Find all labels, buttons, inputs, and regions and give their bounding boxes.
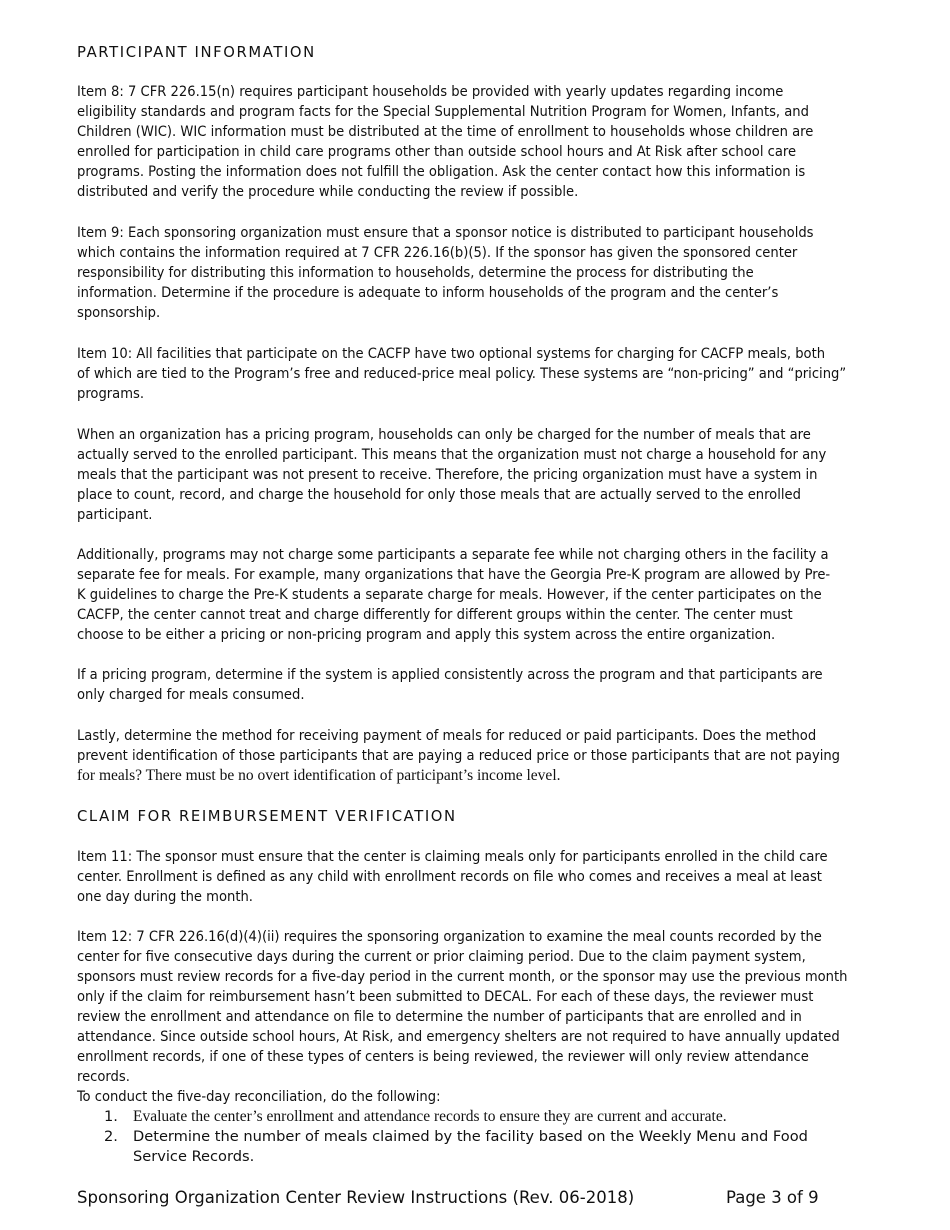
text-line: Item 11: The sponsor must ensure that the center is claiming meals only for participants enrolled in the child care (77, 848, 828, 865)
text-line: for meals? There must be no overt identification of participant’s income level. (77, 767, 561, 784)
list-item-text: Evaluate the center’s enrollment and attendance records to ensure they are current and accurate. (133, 1108, 727, 1125)
text-line: To conduct the five-day reconciliation, do the following: (77, 1088, 441, 1105)
text-line: Children (WIC). WIC information must be distributed at the time of enrollment to households whose children are (77, 123, 814, 140)
text-line: enrollment records, if one of these types of centers is being reviewed, the reviewer will only review attendance (77, 1048, 809, 1065)
text-line: programs. (77, 385, 145, 402)
text-line: When an organization has a pricing program, households can only be charged for the number of meals that are (77, 426, 811, 443)
list-item-text: Determine the number of meals claimed by the facility based on the Weekly Menu and Food (133, 1128, 808, 1145)
text-line: participant. (77, 506, 153, 523)
text-line: sponsorship. (77, 304, 161, 321)
text-line: sponsors must review records for a five-day period in the current month, or the sponsor may use the previous month (77, 968, 848, 985)
text-line: review the enrollment and attendance on file to determine the number of participants that are enrolled and in (77, 1008, 802, 1025)
text-line: one day during the month. (77, 888, 253, 905)
paragraph-item-11 (77, 847, 877, 907)
text-line: center. Enrollment is defined as any child with enrollment records on file who comes and receives a meal at least (77, 868, 822, 885)
text-line: place to count, record, and charge the household for only those meals that are actually served to the enrolled (77, 486, 801, 503)
paragraph-item-9 (77, 223, 877, 323)
text-line: only if the claim for reimbursement hasn’t been submitted to DECAL. For each of these days, the reviewer must (77, 988, 814, 1005)
text-line: Lastly, determine the method for receiving payment of meals for reduced or paid participants. Does the method (77, 727, 817, 744)
text-line: K guidelines to charge the Pre-K students a separate charge for meals. However, if the center participates on the (77, 586, 822, 603)
paragraph-if-pricing (77, 665, 877, 705)
text-line: records. (77, 1068, 130, 1085)
text-line: Item 8: 7 CFR 226.15(n) requires participant households be provided with yearly updates regarding income (77, 83, 784, 100)
text-line: only charged for meals consumed. (77, 686, 305, 703)
text-line: meals that the participant was not present to receive. Therefore, the pricing organization must have a system in (77, 466, 818, 483)
text-line: attendance. Since outside school hours, At Risk, and emergency shelters are not required to have annually updated (77, 1028, 840, 1045)
text-line: distributed and verify the procedure while conducting the review if possible. (77, 183, 579, 200)
footer-page-number: Page 3 of 9 (726, 1188, 819, 1207)
text-line: programs. Posting the information does not fulfill the obligation. Ask the center contact how this information is (77, 163, 806, 180)
list-item (104, 1107, 808, 1127)
footer-document-title: Sponsoring Organization Center Review Instructions (Rev. 06-2018) (77, 1188, 635, 1207)
text-line: eligibility standards and program facts for the Special Supplemental Nutrition Program for Women, Infants, and (77, 103, 809, 120)
text-line: Item 10: All facilities that participate on the CACFP have two optional systems for charging for CACFP meals, both (77, 345, 826, 362)
text-line: separate fee for meals. For example, many organizations that have the Georgia Pre-K program are allowed by Pre- (77, 566, 831, 583)
list-number: 1. (104, 1108, 118, 1125)
list-number: 2. (104, 1128, 118, 1145)
paragraph-item-8 (77, 82, 877, 202)
section-heading-claim-verification: CLAIM FOR REIMBURSEMENT VERIFICATION (77, 808, 457, 825)
paragraph-additionally (77, 545, 877, 645)
text-line: choose to be either a pricing or non-pricing program and apply this system across the entire organization. (77, 626, 776, 643)
text-line: center for five consecutive days during the current or prior claiming period. Due to the claim payment system, (77, 948, 806, 965)
list-item-text: Service Records. (133, 1148, 255, 1165)
text-line: Item 9: Each sponsoring organization must ensure that a sponsor notice is distributed to participant households (77, 224, 814, 241)
text-line: CACFP, the center cannot treat and charge differently for different groups within the center. The center must (77, 606, 793, 623)
paragraph-item-12 (77, 927, 877, 1107)
paragraph-item-10 (77, 344, 877, 404)
list-item (104, 1127, 808, 1167)
text-line: prevent identification of those participants that are paying a reduced price or those participants that are not paying (77, 747, 841, 764)
text-line: information. Determine if the procedure is adequate to inform households of the program and the center’s (77, 284, 779, 301)
reconciliation-steps-list (104, 1107, 808, 1167)
text-line: responsibility for distributing this information to households, determine the process for distributing the (77, 264, 754, 281)
text-line: enrolled for participation in child care programs other than outside school hours and At Risk after school care (77, 143, 797, 160)
text-line: If a pricing program, determine if the system is applied consistently across the program and that participants are (77, 666, 823, 683)
text-line: which contains the information required at 7 CFR 226.16(b)(5). If the sponsor has given the sponsored center (77, 244, 798, 261)
paragraph-pricing-program (77, 425, 877, 525)
text-line: Additionally, programs may not charge some participants a separate fee while not charging others in the facility a (77, 546, 829, 563)
text-line: actually served to the enrolled participant. This means that the organization must not charge a household for any (77, 446, 827, 463)
section-heading-participant-information: PARTICIPANT INFORMATION (77, 44, 316, 61)
paragraph-lastly (77, 726, 877, 786)
text-line: of which are tied to the Program’s free and reduced-price meal policy. These systems are “non-pricing” and “pricing” (77, 365, 847, 382)
text-line: Item 12: 7 CFR 226.16(d)(4)(ii) requires the sponsoring organization to examine the meal counts recorded by the (77, 928, 822, 945)
